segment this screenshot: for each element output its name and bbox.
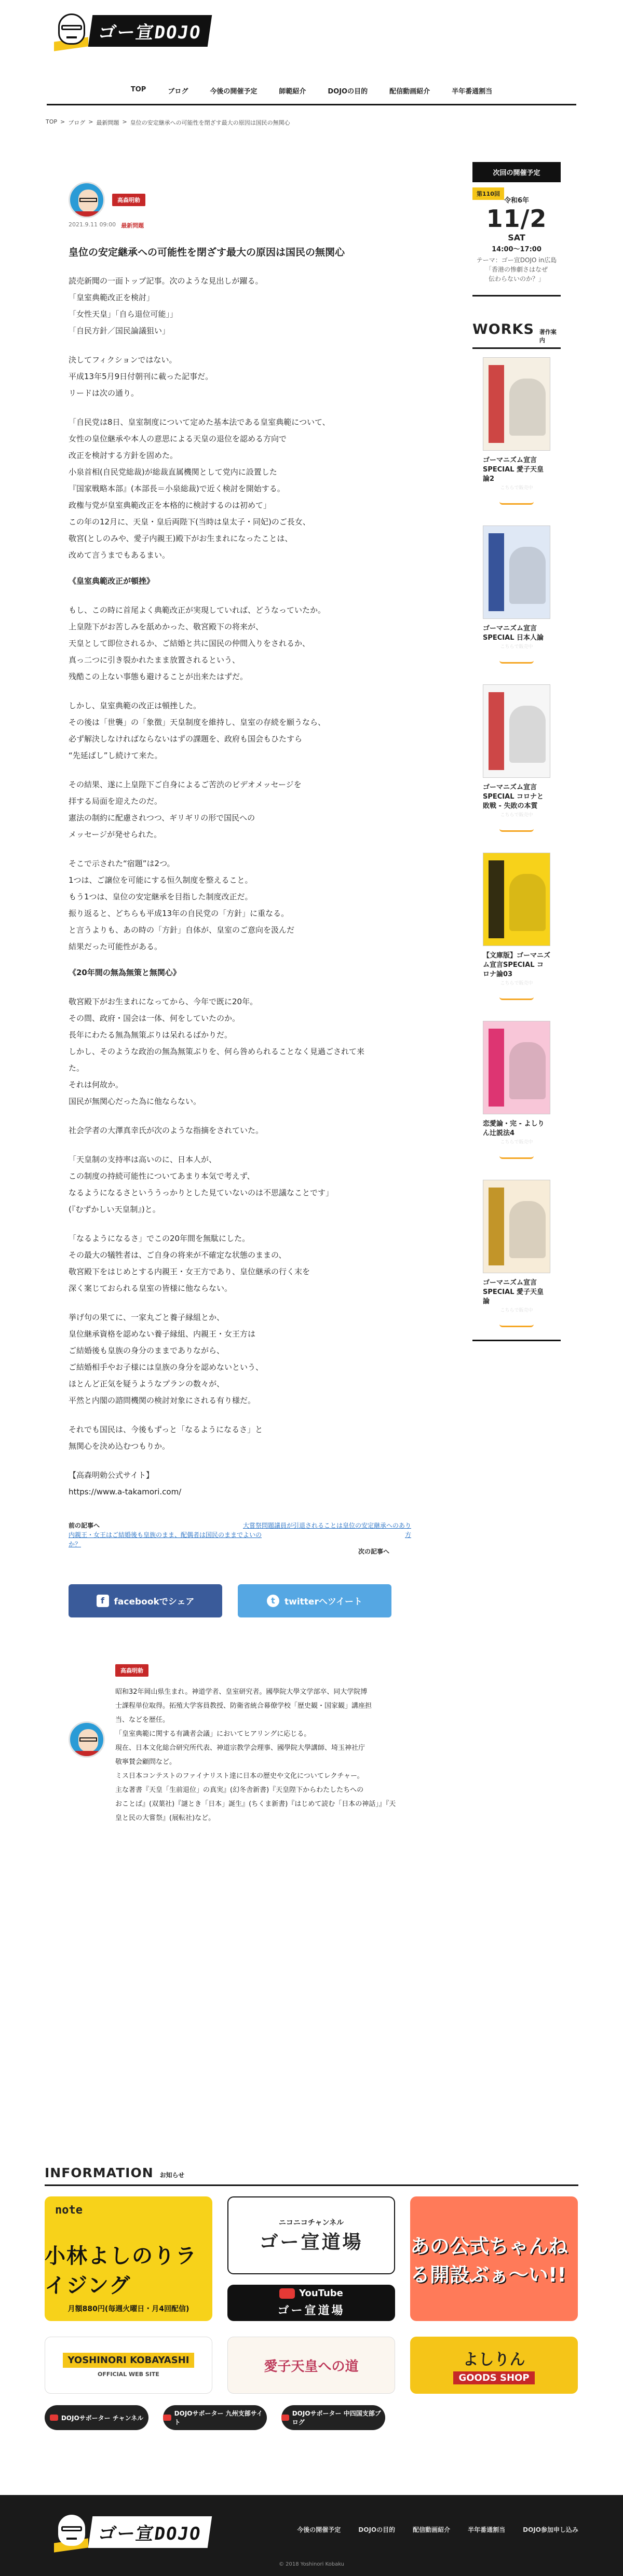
nav-item[interactable]: 師範紹介 [279,88,306,96]
book-cover[interactable] [483,1021,550,1114]
facebook-share-label: facebookでシェア [114,1597,195,1607]
facebook-share-button[interactable] [69,1584,222,1617]
youtube-channel-banner[interactable] [227,2285,395,2321]
cover-art [509,706,546,763]
official-website-title: YOSHINORI KOBAYASHI [63,2353,195,2368]
footer-nav [297,2525,578,2534]
sidebar [472,162,561,1341]
paragraph: 「なるようになるさ」でこの20年間を無駄にした。 その最大の犠牲者は、ご自身の将来が不確定な状態のままの、 敬宮殿下をはじめとする内親王・女王方であり、皇位継承の行く末を 深く案じておられる皇室の皆様に他ならない。 [69,1233,310,1293]
cover-art [509,379,546,436]
official-website-sub: OFFICIAL WEB SITE [98,2371,159,2378]
footer-nav-item[interactable]: 配信動画紹介 [413,2526,451,2533]
paragraph: それでも国民は、今後もずっと「なるようになるさ」と 無関心を決め込むつもりか。 [69,1424,263,1451]
book-title: ゴーマニズム宣言SPECIAL 日本人論 [483,625,544,642]
sidebar-divider [472,295,561,296]
paragraph: 【高森明勅公式サイト】 https://www.a-takamori.com/ [69,1470,182,1496]
amazon-logo: amazon [490,491,544,504]
footer-nav-item[interactable]: 半年番通割当 [468,2526,506,2533]
breadcrumb-separator: > [88,118,93,125]
amazon-buy-button[interactable] [483,811,550,832]
paragraph: 「自民党は8日、皇室制度について定めた基本法である皇室典範について、 女性の皇位継承や本人の意思による天皇の退位を認める方向で 改正を検討する方針を固めた。 小泉首相(自民党総裁)が総裁直属機関として党内に設置した 『国家戦略本部』(本部長＝小泉総裁)で近く検討を開始する。 政権与党が皇室典範改正を本格的に検討するのは初めて」 この年の12月に、天皇・皇后両陛下(当時は皇太子・同妃)のご長女、 敬宮(としのみや、愛子内親王)殿下がお生まれになったことは、 改めて言うまでもあるまい。 [69,417,330,560]
book-list [472,357,561,1327]
goods-shop-sub: GOODS SHOP [453,2371,534,2384]
supporter-link[interactable] [45,2405,148,2430]
book-item [483,357,550,505]
event-time: 14:00〜17:00 [492,246,541,253]
section-heading: 《皇室典範改正が頓挫》 [69,576,155,586]
youtube-icon [50,2415,58,2421]
post-category[interactable]: 最新問題 [121,222,144,229]
mascot-face-icon [54,11,88,50]
note-rising-price: 月額880円(毎週火曜日・月4回配信) [67,2305,189,2313]
amazon-buy-button[interactable] [483,979,550,1000]
paragraph: 敬宮殿下がお生まれになってから、今年で既に20年。 その間、政府・国会は一体、何をしていたのか。 長年にわたる無為無策ぶりは呆れるばかりだ。 しかし、そのような政治の無為無策ぶりを、何ら咎められることなく見過ごされて来 た。 それは何故か。 国民が無関心だった為に他ならない。 [69,996,365,1106]
book-item [483,853,550,1000]
profile-avatar [69,1721,105,1758]
profile-badge[interactable]: 高森明勅 [115,1664,148,1677]
footer-nav-item[interactable]: DOJO参加申し込み [523,2526,578,2533]
cover-art [509,1201,546,1258]
post-pager [69,1521,419,1569]
amazon-logo: amazon [490,650,544,663]
note-rising-banner[interactable] [45,2196,212,2321]
amazon-logo: amazon [490,1145,544,1158]
next-post-label: 次の記事へ [358,1547,390,1555]
main-nav [0,86,623,96]
channel-banners [227,2196,395,2321]
breadcrumb-separator: > [60,118,65,125]
supporter-link[interactable] [163,2405,267,2430]
book-title: 恋愛論・完 - よしりん辻説法4 [483,1120,545,1137]
paragraph: そこで示された“宿題”は2つ。 1つは、ご譲位を可能にする恒久制度を整えること。 もう1つは、皇位の安定継承を目指した制度改正だ。 振り返ると、どちらも平成13年の自民党の「方針」に重なる。 と言うよりも、あの時の「方針」自体が、皇室のご意向を汲んだ 結果だった可能性がある。 [69,858,295,951]
twitter-icon: t [267,1595,279,1607]
niconico-channel-banner[interactable] [227,2196,395,2274]
amazon-buy-button[interactable] [483,484,550,505]
supporter-links [45,2405,578,2430]
book-item [483,684,550,832]
paragraph: 「天皇制の支持率は高いのに、日本人が、 この制度の持続可能性についてあまり本気で考えず、 なるようになるさといううっかりとした見ていないのは不思議なことです」 (『むずかしい天皇制』)と。 [69,1154,334,1214]
paragraph: その結果、遂に上皇陛下ご自身によるご苦渋のビデオメッセージを 拝する局面を迎えたのだ。 憲法の制約に配慮されつつ、ギリギリの形で国民への メッセージが発せられた。 [69,779,302,839]
amazon-buy-button[interactable] [483,1138,550,1159]
goods-shop-title: よしりん [463,2350,525,2369]
cover-art [489,860,504,938]
breadcrumb-separator: > [122,118,127,125]
book-title: ゴーマニズム宣言SPECIAL 愛子天皇論2 [483,456,544,483]
book-title: ゴーマニズム宣言SPECIAL コロナと敗戦 - 失敗の本質 [483,784,544,810]
cover-art [509,547,546,604]
prev-post-link[interactable]: 内親王・女王はご結婚後も皇族のまま、配偶者は国民のままでよいのか？ [69,1531,262,1548]
breadcrumb-item[interactable]: ブログ [68,119,86,126]
amazon-logo: amazon [490,1313,544,1326]
article-title: 皇位の安定継承への可能性を閉ざす最大の原因は国民の無関心 [69,247,345,258]
information-title: INFORMATION [45,2165,154,2180]
site-logo[interactable] [54,11,210,50]
official-channel-title: あの公式ちゃんねる開設ぶぁ～い!! [410,2235,568,2286]
author-profile [69,1664,419,1825]
share-buttons [69,1584,419,1617]
cover-art [509,1042,546,1099]
post-date: 2021.9.11 09:00 [69,221,116,228]
official-website-banner[interactable] [45,2337,212,2394]
paragraph: 挙げ句の果てに、一家丸ごと養子縁組とか、 皇位継承資格を認めない養子縁組、内親王・女王方は ご結婚後も皇族の身分のままでありながら、 ご結婚相手やお子様には皇族の身分を認めないという、 ほとんど正気を疑うようなプランの数々が、 平然と内閣の諮問機関の検討対象にされる有り様だ。 [69,1312,264,1405]
amazon-button-caption: こちらで販売中 [500,485,533,491]
article-body [69,273,419,1500]
paragraph: 決してフィクションではない。 平成13年5月9日付朝刊に載った記事だ。 リードは次の通り。 [69,355,213,398]
nav-item[interactable]: 半年番通割当 [452,88,493,96]
youtube-icon [281,2415,289,2421]
nav-item[interactable]: TOP [130,86,146,93]
next-event[interactable] [472,182,561,289]
cover-art [489,365,504,443]
book-cover[interactable] [483,357,550,451]
supporter-link[interactable] [281,2405,385,2430]
works-subtitle: 著作案内 [539,329,557,344]
footer-logo[interactable] [54,2513,210,2551]
site-footer [0,2495,623,2576]
amazon-button-caption: こちらで販売中 [500,813,533,818]
book-item [483,525,550,664]
cover-art [489,1188,504,1265]
breadcrumb [46,118,290,127]
section-heading: 《20年間の無為無策と無関心》 [69,967,181,977]
twitter-share-button[interactable] [238,1584,391,1617]
facebook-icon: f [97,1595,109,1607]
amazon-logo: amazon [490,986,544,999]
official-channel-banner[interactable] [410,2196,578,2321]
breadcrumb-item[interactable]: TOP [46,118,58,125]
article [69,182,419,1825]
paragraph: 社会学者の大澤真幸氏が次のような指摘をされていた。 [69,1125,264,1135]
book-title: ゴーマニズム宣言SPECIAL 愛子天皇論 [483,1279,544,1305]
note-logo: note [55,2204,83,2217]
cover-art [489,533,504,611]
supporter-link-label: DOJOサポーター 中四国支部ブログ [292,2410,381,2426]
information-grid [45,2196,578,2394]
sidebar-divider [472,1340,561,1341]
book-title: 【文庫版】ゴーマニズム宣言SPECIAL コロナ論03 [483,952,551,978]
youtube-icon: YouTube [279,2288,343,2299]
prev-post-label: 前の記事へ [69,1521,100,1529]
information-heading [45,2165,578,2186]
book-cover[interactable] [483,684,550,778]
mascot-face-icon [54,2513,88,2551]
book-item [483,1021,550,1159]
information-subtitle: お知らせ [159,2172,185,2179]
cover-art [489,692,504,770]
aiko-tenno-banner[interactable] [227,2337,395,2394]
event-era: 令和6年 [504,197,530,205]
aiko-tenno-title: 愛子天皇への道 [264,2358,359,2375]
event-number: 第110回 [472,187,504,200]
supporter-link-label: DOJOサポーター 九州支部サイト [174,2410,263,2426]
niconico-title: ゴー宣道場 [259,2231,363,2253]
works-title: WORKS [472,321,534,338]
supporter-link-label: DOJOサポーター チャンネル [61,2414,144,2422]
next-event-heading: 次回の開催予定 [472,162,561,182]
copyright: © 2018 Yoshinori Kobaku [278,2561,345,2567]
youtube-title: ゴー宣道場 [277,2304,345,2317]
book-cover[interactable] [483,853,550,946]
book-cover[interactable] [483,1180,550,1273]
cover-art [509,874,546,931]
twitter-share-label: twitterへツイート [285,1597,362,1607]
youtube-icon [163,2415,171,2421]
works-heading [472,321,561,349]
author-avatar[interactable] [69,182,105,218]
amazon-button-caption: こちらで販売中 [500,644,533,650]
book-item [483,1180,550,1327]
amazon-button-caption: こちらで販売中 [500,981,533,986]
event-date: 11/2 [486,205,547,233]
book-cover[interactable] [483,525,550,619]
footer-nav-item[interactable]: DOJOの目的 [358,2526,396,2533]
footer-nav-item[interactable]: 今後の開催予定 [297,2526,341,2533]
cover-art [489,1029,504,1107]
nav-item[interactable]: 今後の開催予定 [210,88,258,96]
logo-text: ゴー宣DOJO [88,15,212,47]
profile-text: 昭和32年岡山県生まれ。神道学者、皇室研究者。國學院大學文学部卒、同大学院博 士課程単位取得。拓殖大学客員教授、防衛省統合幕僚学校「歴史観・国家観」講座担 当、などを歴任。 「皇室典範に関する有識者会議」においてヒアリングに応じる。 現在、日本文化総合研究所代表、神道宗教学会理事、國學院大學講師、埼玉神社庁 敬寧賛会顧問など。 ミス日本コンテストのファイナリスト達に日本の歴史や文化についてレクチャー。 主な著書『天皇「生前退位」の真実』(幻冬舎新書)『天皇陛下からわたしたちへの おことば』(双葉社)『謎とき「日本」誕生』(ちくま新書)『はじめて読む「日本の神話」』『天 皇と民の大嘗祭』(展転社)など。 [115,1688,396,1822]
author-badge[interactable]: 高森明勅 [112,194,145,206]
information-section [45,2165,578,2430]
nav-item[interactable]: 配信動画紹介 [389,88,430,96]
note-rising-title: 小林よしのりライジング [45,2244,197,2298]
niconico-label: ニコニコチャンネル [278,2218,344,2227]
nav-item[interactable]: DOJOの目的 [328,88,368,96]
footer-logo-text: ゴー宣DOJO [88,2516,212,2548]
amazon-buy-button[interactable] [483,1306,550,1327]
paragraph: 読売新聞の一面トップ記事。次のような見出しが躍る。 「皇室典範改正を検討」 「女性天皇」「自ら退位可能」」 「自民方針／国民論議狙い」 [69,276,263,335]
breadcrumb-item[interactable]: 最新問題 [96,119,119,126]
nav-item[interactable]: ブログ [168,88,188,96]
event-theme: テーマ：ゴー宣DOJO in広島 「香港の惨劇さはなぜ 伝わらないのか？」 [476,257,557,282]
event-day: SAT [508,233,525,242]
amazon-button-caption: こちらで販売中 [500,1308,533,1313]
author-row [69,182,419,218]
next-post-link[interactable]: 大嘗祭問題議員が引退されることは皇位の安定継承へのあり方 [242,1521,411,1539]
paragraph: しかし、皇室典範の改正は頓挫した。 その後は「世襲」の「象徴」天皇制度を維持し、皇室の存続を願うなら、 必ず解決しなければならないはずの課題を、政府も国会もひたすら “先延ばし”し続けて来た。 [69,700,326,760]
site-header [0,0,623,78]
goods-shop-banner[interactable] [410,2337,578,2394]
amazon-buy-button[interactable] [483,643,550,664]
paragraph: もし、この時に首尾よく典範改正が実現していれば、どうなっていたか。 上皇陛下がお苦しみを舐めかった、敬宮殿下の将来が、 天皇として即位されるか、ご結婚と共に国民の仲間入りをされるか、 真っ二つに引き裂かれたまま放置されるという、 残酷この上ない事態も避けることが出来たはずだ。 [69,605,326,681]
amazon-button-caption: こちらで販売中 [500,1140,533,1145]
post-meta [69,221,419,230]
breadcrumb-item: 皇位の安定継承への可能性を閉ざす最大の原因は国民の無関心 [130,119,290,126]
amazon-logo: amazon [490,818,544,831]
nav-divider [47,104,576,105]
